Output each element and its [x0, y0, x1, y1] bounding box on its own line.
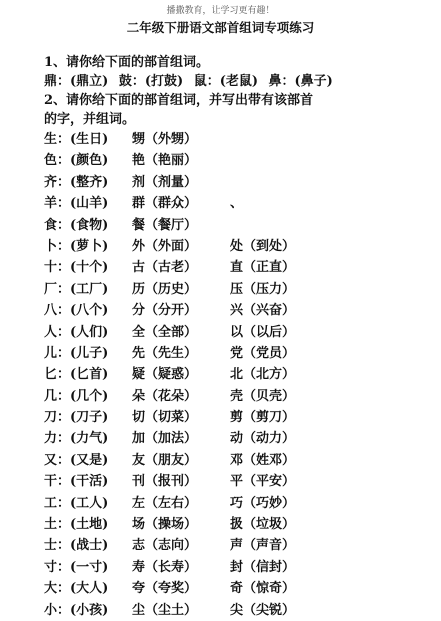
- word-row-c2: 剂（剂量）: [132, 174, 198, 190]
- word-row-c2: 群（群众）: [132, 196, 198, 212]
- word-row: [44, 557, 424, 578]
- word-row-c1: 干：(干活): [44, 474, 109, 490]
- word-row: [44, 364, 424, 385]
- word-row-c1: 儿：(儿子): [44, 345, 109, 361]
- word-row-c3: 兴（兴奋）: [230, 303, 296, 319]
- word-row-c3: 壳（贝壳）: [230, 388, 296, 404]
- word-row: [44, 578, 424, 599]
- word-row-c1: 人：(人们): [44, 324, 109, 340]
- word-row-c3: 封（信封）: [230, 559, 296, 575]
- word-row: [44, 322, 424, 343]
- word-row-c1: 齐：(整齐): [44, 174, 109, 190]
- section1-item: 鼎：(鼎立): [44, 74, 109, 89]
- word-row-c3: 邓（姓邓）: [230, 452, 296, 468]
- word-row: [44, 471, 424, 492]
- word-row-c2: 先（先生）: [132, 345, 198, 361]
- word-row-c1: 几：(几个): [44, 388, 109, 404]
- word-row-c2: 尘（尘土）: [132, 602, 198, 618]
- word-row: [44, 193, 424, 214]
- word-row-c1: 厂：(工厂): [44, 281, 109, 297]
- word-row: [44, 172, 424, 193]
- word-row-c2: 切（切菜）: [132, 410, 198, 426]
- worksheet-content: [44, 53, 424, 621]
- word-row-c1: 小：(小孩): [44, 602, 109, 618]
- word-row-c1: 卜：(萝卜): [44, 238, 109, 254]
- word-row-c2: 寿（长寿）: [132, 559, 198, 575]
- word-row: [44, 386, 424, 407]
- word-row-c3: 巧（巧妙）: [230, 495, 296, 511]
- word-row-c1: 生：(生日): [44, 132, 109, 147]
- word-rows: [44, 129, 424, 621]
- page-title: 二年级下册语文部首组词专项练习: [126, 20, 315, 35]
- word-row-c1: 食：(食物): [44, 217, 109, 233]
- word-row-c3: 声（声音）: [230, 538, 296, 554]
- word-row-c1: 八：(八个): [44, 303, 109, 319]
- word-row-c1: 又：(又是): [44, 452, 109, 468]
- word-row-c1: 士：(战士): [44, 538, 109, 554]
- word-row-c3: 、: [230, 196, 244, 212]
- word-row-c2: 外（外面）: [132, 238, 198, 254]
- word-row-c2: 历（历史）: [132, 281, 198, 297]
- word-row: [44, 535, 424, 556]
- word-row-c2: 甥（外甥）: [132, 132, 198, 147]
- word-row-c3: 压（压力）: [230, 281, 296, 297]
- word-row-c3: 扱（垃圾）: [230, 517, 296, 533]
- word-row-c3: 奇（惊奇）: [230, 581, 296, 597]
- word-row: [44, 236, 424, 257]
- word-row-c3: 尖（尖锐）: [230, 602, 296, 618]
- word-row: [44, 428, 424, 449]
- word-row: [44, 279, 424, 300]
- word-row-c2: 友（朋友）: [132, 452, 198, 468]
- section2-heading-line2: 的字，并组词。: [44, 112, 136, 127]
- word-row-c1: 力：(力气): [44, 431, 109, 447]
- section1-items: [44, 72, 424, 91]
- word-row-c3: 党（党员）: [230, 345, 296, 361]
- word-row-c3: 平（平安）: [230, 474, 296, 490]
- word-row-c2: 餐（餐厅）: [132, 217, 198, 233]
- word-row-c2: 全（全部）: [132, 324, 198, 340]
- word-row: [44, 514, 424, 535]
- word-row: [44, 300, 424, 321]
- word-row-c3: 以（以后）: [230, 324, 296, 340]
- word-row-c3: 直（正直）: [230, 260, 296, 276]
- word-row-c2: 左（左右）: [132, 495, 198, 511]
- section2-heading-line1: 2、请你给下面的部首组词，并写出带有该部首: [44, 93, 314, 108]
- word-row: [44, 600, 424, 621]
- word-row-c1: 大：(大人): [44, 581, 109, 597]
- section1-heading: 1、请你给下面的部首组词。: [44, 55, 210, 70]
- word-row-c1: 刀：(刀子): [44, 410, 109, 426]
- word-row: [44, 129, 424, 150]
- word-row-c1: 色：(颜色): [44, 153, 109, 169]
- word-row-c2: 志（志向）: [132, 538, 198, 554]
- word-row-c1: 羊：(山羊): [44, 196, 109, 212]
- word-row-c2: 古（古老）: [132, 260, 198, 276]
- word-row: [44, 257, 424, 278]
- word-row-c2: 朵（花朵）: [132, 388, 198, 404]
- word-row-c1: 寸：(一寸): [44, 559, 109, 575]
- word-row-c2: 加（加法）: [132, 431, 198, 447]
- word-row-c2: 疑（疑惑）: [132, 367, 198, 383]
- word-row-c1: 十：(十个): [44, 260, 109, 276]
- word-row-c2: 艳（艳丽）: [132, 153, 198, 169]
- word-row: [44, 150, 424, 171]
- word-row: [44, 450, 424, 471]
- word-row-c2: 场（操场）: [132, 517, 198, 533]
- header-tagline: 播撒教育，让学习更有趣！: [166, 6, 275, 16]
- word-row-c2: 夸（夸奖）: [132, 581, 198, 597]
- word-row-c1: 土：(土地): [44, 517, 109, 533]
- word-row-c2: 分（分开）: [132, 303, 198, 319]
- word-row-c3: 北（北方）: [230, 367, 296, 383]
- word-row-c3: 处（到处）: [230, 238, 296, 254]
- section1-item: 鼓：(打鼓): [118, 74, 184, 89]
- word-row-c3: 剪（剪刀）: [230, 410, 296, 426]
- word-row: [44, 407, 424, 428]
- word-row-c1: 工：(工人): [44, 495, 109, 511]
- word-row: [44, 343, 424, 364]
- word-row: [44, 215, 424, 236]
- section1-item: 鼻：(鼻子): [268, 74, 333, 89]
- word-row-c1: 匕：(匕首): [44, 367, 109, 383]
- section1-item: 鼠：(老鼠): [193, 74, 258, 89]
- word-row-c2: 刊（报刊）: [132, 474, 198, 490]
- word-row-c3: 动（动力）: [230, 431, 296, 447]
- word-row: [44, 493, 424, 514]
